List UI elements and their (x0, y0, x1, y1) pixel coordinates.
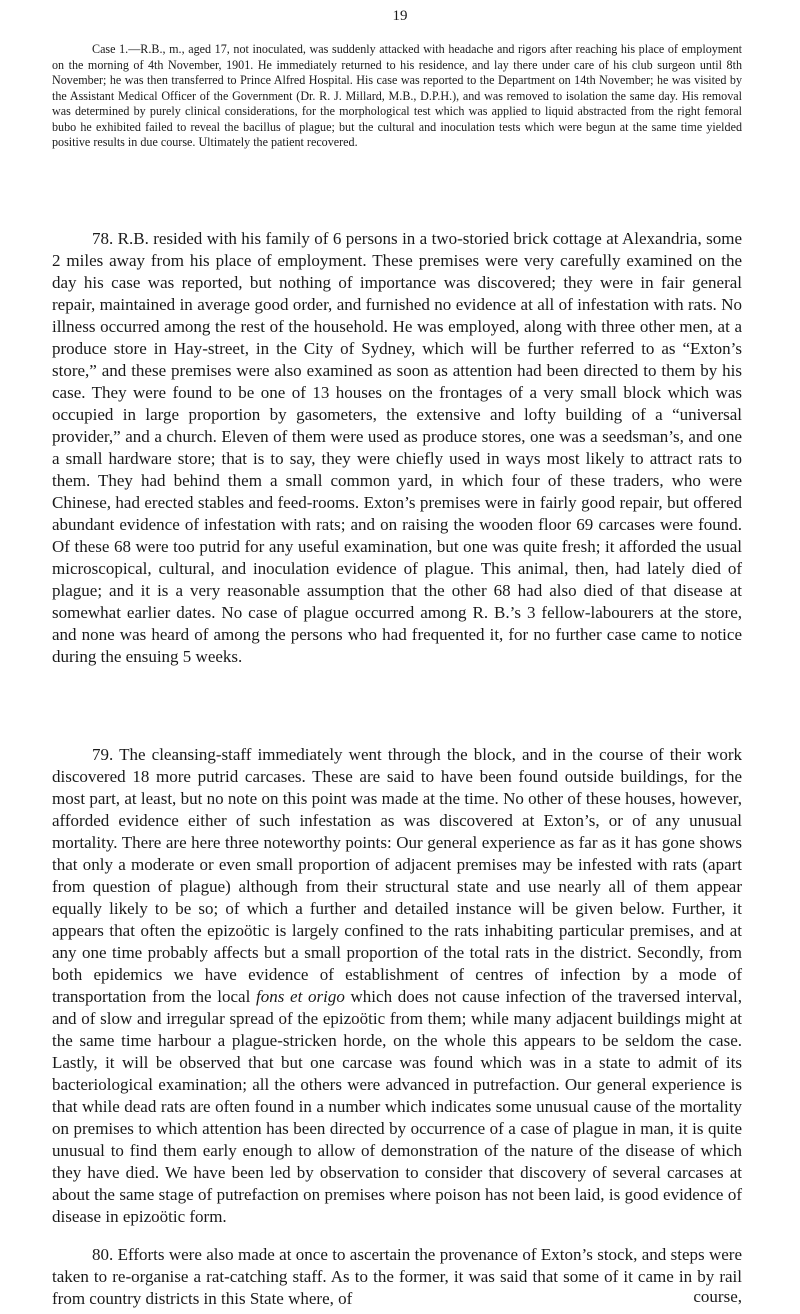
paragraph-79-part-1: 79. The cleansing-staff immediately went through the block, and in the course of their work discovered 18 more putrid carcases. These are said to have been found outside buildings, for the most part, at least, but no note on this point was made at the time. No other of these houses, however, afforded evidence either of such infestation as was discovered at Exton’s, or of any unusual mortality. There are here three noteworthy points: Our general experience as far as it has gone shows that only a moderate or even small proportion of adjacent premises may be infested with rats (apart from question of plague) although from their structural state and use nearly all of them appear equally likely to be so; of which a further and detailed instance will be given below. Further, it appears that often the epizoötic is largely confined to the rats inhabiting particular premises, and at any one time probably affects but a small proportion of the total rats in the district. Secondly, from both epidemics we have evidence of establishment of centres of infection by a mode of transportation from the local (52, 745, 742, 1006)
paragraph-79 (52, 744, 742, 1228)
page-number: 19 (392, 8, 408, 24)
paragraph-79-italic-phrase: fons et origo (256, 987, 345, 1006)
case-note: Case 1.—R.B., m., aged 17, not inoculated, was suddenly attacked with headache and rigors after reaching his place of employment on the morning of 4th November, 1901. He immediately returned to his residence, and lay there under care of his club surgeon until 8th November; he was then transferred to Prince Alfred Hospital. His case was reported to the Department on 14th November; he was visited by the Assistant Medical Officer of the Government (Dr. R. J. Millard, M.B., D.P.H.), and was removed to isolation the same day. His removal was determined by purely clinical considerations, for the morphological test which was applied to liquid abstracted from the right femoral bubo he exhibited failed to reveal the bacillus of plague; but the cultural and inoculation tests which were begun at the same time yielded positive results in due course. Ultimately the patient recovered. (52, 42, 742, 149)
paragraph-80: 80. Efforts were also made at once to ascertain the provenance of Exton’s stock, and steps were taken to re-organise a rat-catching staff. As to the former, it was said that some of it came in by rail from country districts in this State where, of (52, 1245, 742, 1308)
catchword: course, (693, 1287, 742, 1306)
paragraph-79-part-2: which does not cause infection of the traversed interval, and of slow and irregular spread of the epizoötic from them; while many adjacent buildings might at the same time harbour a plague-stricken horde, on the whole this appears to be seldom the case. Lastly, it will be observed that but one carcase was found which was in a state to admit of its bacteriological examination; all the others were advanced in putrefaction. Our general experience is that while dead rats are often found in a number which indicates some unusual cause of the mortality on premises to which attention has been directed by occurrence of a case of plague in man, it is quite unusual to find them early enough to allow of demonstration of the nature of the disease of which they have died. We have been led by observation to consider that discovery of several carcases at about the same stage of putrefaction on premises where poison has not been laid, is good evidence of disease in epizoötic form. (52, 987, 742, 1226)
paragraph-78: 78. R.B. resided with his family of 6 persons in a two-storied brick cottage at Alexandria, some 2 miles away from his place of employment. These premises were very carefully examined on the day his case was reported, but nothing of importance was discovered; they were in fair general repair, maintained in average good order, and furnished no evidence at all of infestation with rats. No illness occurred among the rest of the household. He was employed, along with three other men, at a produce store in Hay-street, in the City of Sydney, which will be further referred to as “Exton’s store,” and these premises were also examined as soon as attention had been directed to them by his case. They were found to be one of 13 houses on the frontages of a very small block which was occupied in large proportion by gasometers, the extensive and lofty building of a “universal provider,” and a church. Eleven of them were used as produce stores, one was a seedsman’s, and one a small hardware store; that is to say, they were chiefly used in ways most likely to attract rats to them. They had behind them a small common yard, in which four of these traders, who were Chinese, had erected stables and feed-rooms. Exton’s premises were in fairly good repair, but offered abundant evidence of infestation with rats; and on raising the wooden floor 69 carcases were found. Of these 68 were too putrid for any useful examination, but one was quite fresh; it afforded the usual microscopical, cultural, and inoculation evidence of plague. This animal, then, had lately died of plague; and it is a very reasonable assumption that the other 68 had also died of that disease at somewhat earlier dates. No case of plague occurred among R. B.’s 3 fellow-labourers at the store, and none was heard of among the persons who had frequented it, for no further case came to notice during the ensuing 5 weeks. (52, 229, 742, 666)
